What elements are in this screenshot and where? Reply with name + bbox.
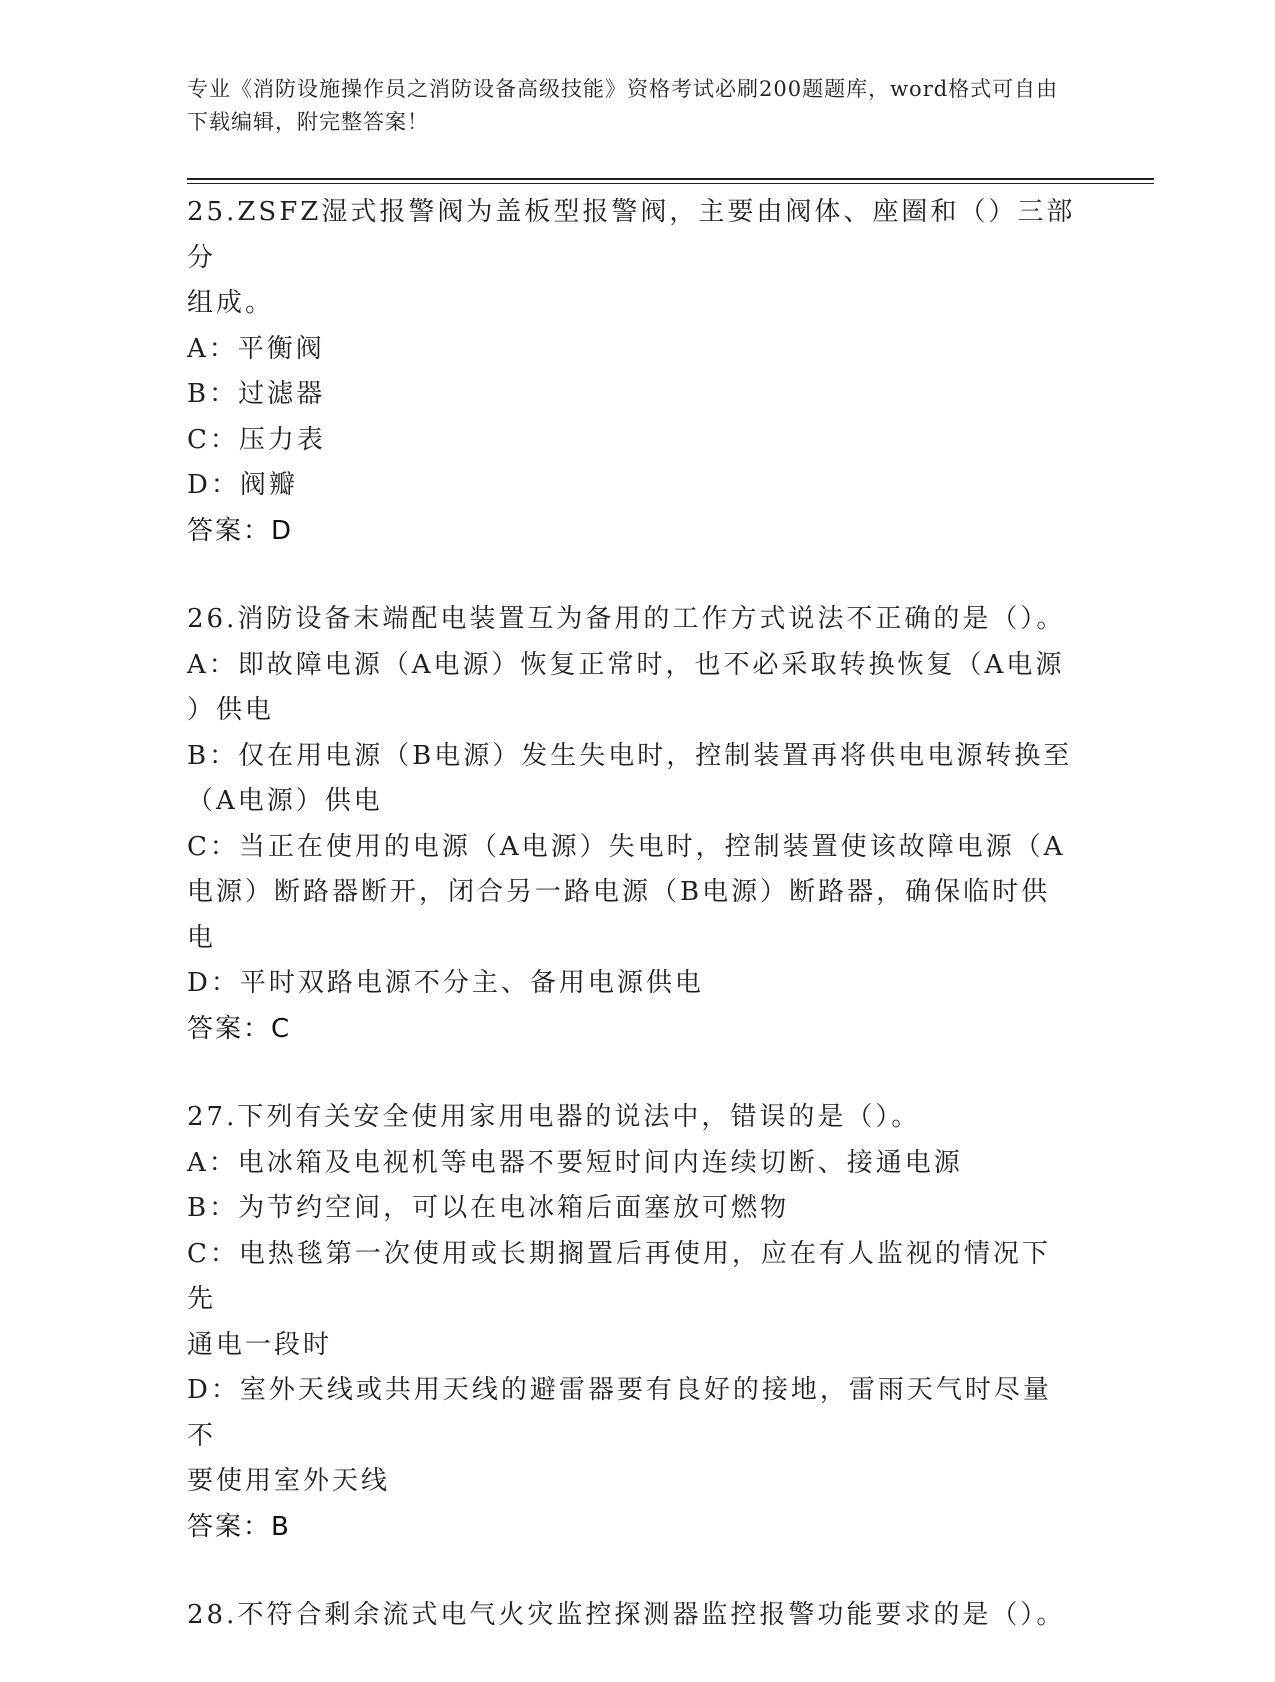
option-b-continued: （A电源）供电 [187, 786, 383, 816]
question-stem: 26.消防设备末端配电装置互为备用的工作方式说法不正确的是（）。 [187, 604, 1066, 634]
option-c: C：当正在使用的电源（A电源）失电时，控制装置使该故障电源（A [187, 831, 1066, 862]
option-a: A：即故障电源（A电源）恢复正常时，也不必采取转换恢复（A电源 [187, 649, 1065, 680]
question-25 [187, 190, 1077, 554]
option-d: D：平时双路电源不分主、备用电源供电 [187, 968, 704, 998]
question-stem: 25.ZSFZ湿式报警阀为盖板型报警阀，主要由阀体、座圈和（）三部分 [187, 197, 1076, 273]
question-26 [187, 597, 1077, 1052]
answer-key: 答案：B [187, 1511, 291, 1542]
option-d: D：阀瓣 [187, 470, 298, 500]
option-c-continued: 电源）断路器断开，闭合另一路电源（B电源）断路器，确保临时供电 [187, 877, 1051, 953]
option-b: B：过滤器 [187, 379, 326, 409]
option-d-continued: 要使用室外天线 [187, 1466, 391, 1496]
option-c-continued: 通电一段时 [187, 1329, 333, 1360]
header-divider-thin [187, 183, 1154, 184]
question-stem: 27.下列有关安全使用家用电器的说法中，错误的是（）。 [187, 1102, 921, 1132]
option-d: D：室外天线或共用天线的避雷器要有良好的接地，雷雨天气时尽量不 [187, 1375, 1052, 1451]
option-c: C：电热毯第一次使用或长期搁置后再使用，应在有人监视的情况下先 [187, 1238, 1051, 1314]
option-a: A：平衡阀 [187, 333, 325, 364]
header-divider-thick [187, 178, 1154, 180]
answer-key: 答案：D [187, 515, 294, 546]
question-stem: 组成。 [187, 288, 275, 318]
option-a-continued: ）供电 [187, 695, 275, 725]
document-header [187, 73, 1067, 139]
question-stem: 28.不符合剩余流式电气火灾监控探测器监控报警功能要求的是（）。 [187, 1600, 1066, 1630]
question-27 [187, 1095, 1077, 1550]
option-b: B：仅在用电源（B电源）发生失电时，控制装置再将供电电源转换至 [187, 740, 1073, 771]
header-intro-text: 专业《消防设施操作员之消防设备高级技能》资格考试必刷200题题库，word格式可自由下载编辑，附完整答案！ [187, 77, 1059, 134]
option-c: C：压力表 [187, 424, 326, 455]
question-28 [187, 1593, 1077, 1639]
answer-key: 答案：C [187, 1013, 292, 1044]
question-list [187, 190, 1077, 1682]
option-a: A：电冰箱及电视机等电器不要短时间内连续切断、接通电源 [187, 1147, 963, 1178]
option-b: B：为节约空间，可以在电冰箱后面塞放可燃物 [187, 1193, 790, 1223]
